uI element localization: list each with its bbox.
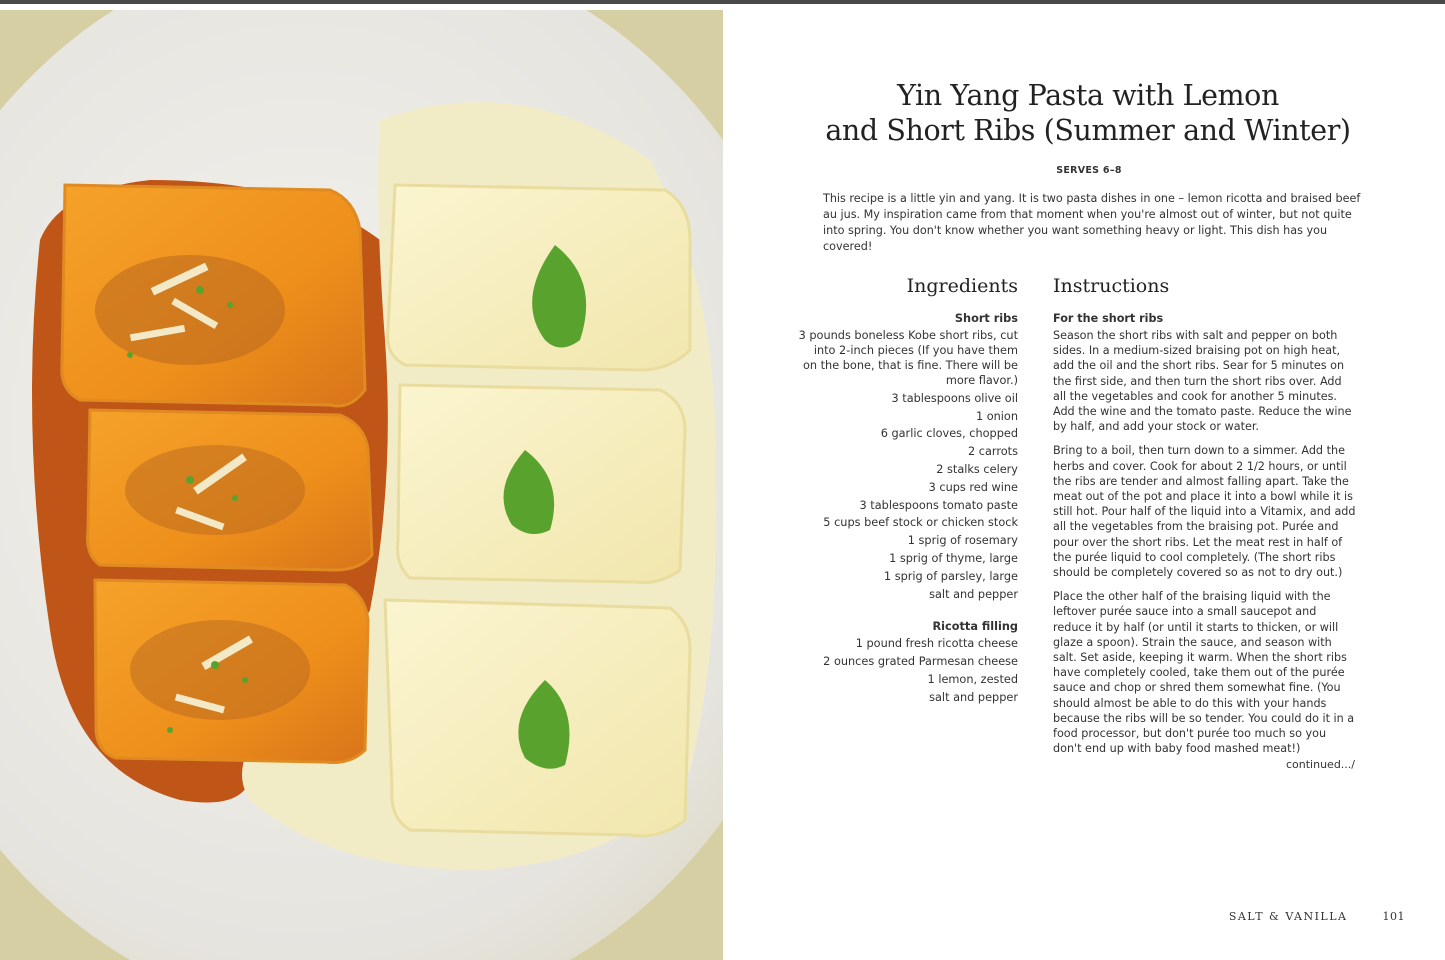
ingredient-item: 3 tablespoons olive oil [891, 391, 1018, 405]
ingredient-item: salt and pepper [929, 690, 1018, 704]
book-title: SALT & VANILLA [1228, 910, 1348, 923]
continued-label: continued.../ [1285, 758, 1355, 771]
ingredient-item: 2 ounces grated Parmesan cheese [823, 655, 1018, 669]
serves-label: SERVES 6–8 [1056, 165, 1122, 176]
ingredient-item: 1 sprig of rosemary [907, 534, 1018, 548]
ingredients-list [798, 310, 1018, 708]
ingredient-item: 2 carrots [968, 445, 1018, 459]
page-number: 101 [1382, 910, 1405, 923]
dish-photo [0, 10, 723, 960]
ingredient-item: 5 cups beef stock or chicken stock [823, 516, 1018, 530]
ingredient-item: 2 stalks celery [936, 462, 1018, 476]
page-footer [1229, 910, 1405, 923]
ingredient-item: 1 pound fresh ricotta cheese [855, 637, 1018, 651]
ingredient-item: 1 sprig of parsley, large [883, 569, 1018, 583]
ingredient-item: 3 tablespoons tomato paste [859, 498, 1018, 512]
recipe-page [723, 4, 1445, 960]
ricotta-heading: Ricotta filling [932, 620, 1018, 634]
ingredient-item: 6 garlic cloves, chopped [880, 427, 1018, 441]
instructions-heading: Instructions [1053, 275, 1170, 297]
instruction-paragraph: Season the short ribs with salt and pepper on both sides. In a medium-sized braising pot on high heat, add the oil and the short ribs. Sear for 5 minutes on the first side, and then turn the short ribs over. Add all the vegetables and cook for another 5 minutes. Add the wine and the tomato paste. Reduce the wine by half, and add your stock or water. [1053, 329, 1352, 434]
instruction-paragraph: Bring to a boil, then turn down to a simmer. Add the herbs and cover. Cook for about 2 1/2 hours, or until the ribs are tender and almost falling apart. Take the meat out of the pot and place it into a bowl while it is still hot. Pour half of the liquid into a Vitamix, and add all the vegetables from the braising pot. Purée and pour over the short ribs. Let the meat rest in half of the purée liquid to cool completely. (The short ribs should be completely covered so as not to dry out.) [1053, 444, 1356, 580]
recipe-title: Yin Yang Pasta with Lemon and Short Ribs (Summer and Winter) [825, 79, 1351, 147]
instructions-body [1053, 310, 1358, 765]
ravioli-illustration [0, 10, 723, 960]
instruction-paragraph: Place the other half of the braising liquid with the leftover purée sauce into a small saucepot and reduce it by half (or until it starts to thicken, or will glaze a spoon). Strain the sauce, and season with salt. Set aside, keeping it warm. When the short ribs have completely cooled, take them out of the purée sauce and chop or shred them somewhat fine. (You should almost be able to do this with your hands because the ribs will be so tender. You could do it in a food processor, but don't purée too much so you don't end up with baby food mashed meat!) [1053, 590, 1355, 756]
ingredient-item: 1 lemon, zested [927, 672, 1018, 686]
ingredient-item: 1 sprig of thyme, large [889, 551, 1018, 565]
ingredient-item: salt and pepper [929, 587, 1018, 601]
ingredient-item: 1 onion [975, 409, 1018, 423]
ingredients-heading: Ingredients [906, 275, 1018, 297]
ingredient-item: 3 pounds boneless Kobe short ribs, cut into 2-inch pieces (If you have them on the bone, that is fine. There will be more flavor.) [798, 329, 1018, 387]
recipe-intro: This recipe is a little yin and yang. It is two pasta dishes in one – lemon ricotta and braised beef au jus. My inspiration came from that moment when you're almost out of winter, but not quite into spring. You don't know whether you want something heavy or light. This dish has you covered! [823, 192, 1361, 253]
ingredient-item: 3 cups red wine [928, 480, 1018, 494]
short-ribs-subheading: For the short ribs [1053, 312, 1164, 325]
short-ribs-heading: Short ribs [954, 312, 1018, 325]
